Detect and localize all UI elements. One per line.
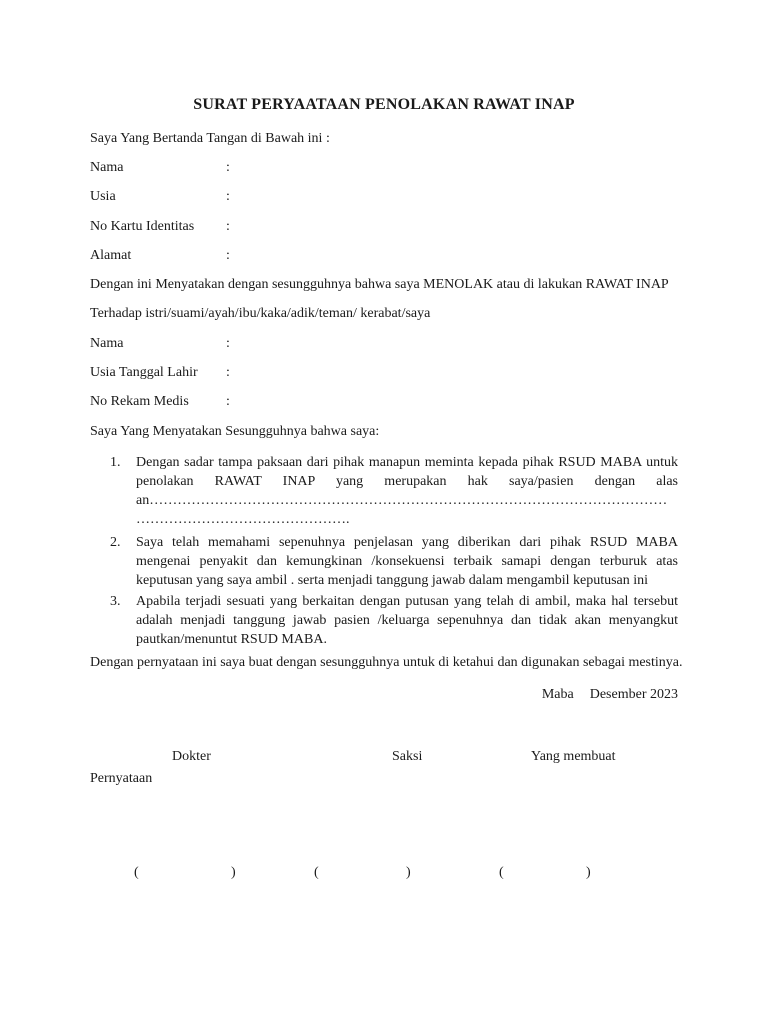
signer-address-colon: : <box>226 248 230 263</box>
doctor-label: Dokter <box>172 749 211 764</box>
list-item-number: 3. <box>110 594 121 609</box>
signer-age-label: Usia <box>90 189 116 204</box>
maker-label: Yang membuat <box>531 749 616 764</box>
patient-dob-colon: : <box>226 365 230 380</box>
maker-open-paren: ( <box>499 865 504 880</box>
signer-name-label: Nama <box>90 160 124 175</box>
patient-dob-label: Usia Tanggal Lahir <box>90 365 198 380</box>
witness-open-paren: ( <box>314 865 319 880</box>
list-item-text: Dengan sadar tampa paksaan dari pihak manapun meminta kepada pihak RSUD MABA untuk penolakan RAWAT INAP yang merupakan hak saya/pasien dengan alas an <box>136 455 678 508</box>
maker-label-continued: Pernyataan <box>90 771 153 786</box>
witness-close-paren: ) <box>406 865 411 880</box>
signer-id-label: No Kartu Identitas <box>90 219 195 234</box>
signer-id-colon: : <box>226 219 230 234</box>
reason-dots-line-2: ………………………………………. <box>136 512 350 527</box>
declaration-intro: Saya Yang Menyatakan Sesungguhnya bahwa saya: <box>90 424 380 439</box>
signer-address-label: Alamat <box>90 248 132 263</box>
intro-text: Saya Yang Bertanda Tangan di Bawah ini : <box>90 131 330 146</box>
witness-label: Saksi <box>392 749 423 764</box>
list-item-number: 2. <box>110 535 121 550</box>
patient-record-label: No Rekam Medis <box>90 394 189 409</box>
doctor-close-paren: ) <box>231 865 236 880</box>
patient-name-colon: : <box>226 336 230 351</box>
signer-name-colon: : <box>226 160 230 175</box>
list-item <box>110 592 678 649</box>
statement-line-2: Terhadap istri/suami/ayah/ibu/kaka/adik/teman/ kerabat/saya <box>90 306 431 321</box>
patient-name-label: Nama <box>90 336 124 351</box>
place-date <box>542 686 678 705</box>
list-item-text: Apabila terjadi sesuati yang berkaitan dengan putusan yang telah di ambil, maka hal tersebut adalah menjadi tanggung jawab pasien /keluarga sepenuhnya dan tidak akan menyangkut pautkan/menuntut RSUD MABA. <box>136 594 678 647</box>
list-item <box>110 533 678 590</box>
list-item-number: 1. <box>110 455 121 470</box>
patient-record-colon: : <box>226 394 230 409</box>
place: Maba <box>541 687 574 702</box>
reason-dots-line-1: ………………………………………………………………………………………………… <box>149 493 668 508</box>
doctor-open-paren: ( <box>134 865 139 880</box>
statement-line-1: Dengan ini Menyatakan dengan sesungguhnya bahwa saya MENOLAK atau di lakukan RAWAT INAP <box>90 277 669 292</box>
list-item <box>110 453 678 529</box>
maker-close-paren: ) <box>586 865 591 880</box>
signer-age-colon: : <box>226 189 230 204</box>
list-item-text: Saya telah memahami sepenuhnya penjelasan yang diberikan dari pihak RSUD MABA mengenai penyakit dan kemungkinan /konsekuensi terbaik samapi dengan terburuk atas keputusan yang saya ambil . serta menjadi tanggung jawab dalam mengambil keputusan ini <box>136 535 678 588</box>
closing-text: Dengan pernyataan ini saya buat dengan sesungguhnya untuk di ketahui dan digunakan sebagai mestinya. <box>90 655 683 670</box>
document-title: SURAT PERYAATAAN PENOLAKAN RAWAT INAP <box>193 96 575 113</box>
declaration-list <box>110 453 678 649</box>
date: Desember 2023 <box>589 687 678 702</box>
